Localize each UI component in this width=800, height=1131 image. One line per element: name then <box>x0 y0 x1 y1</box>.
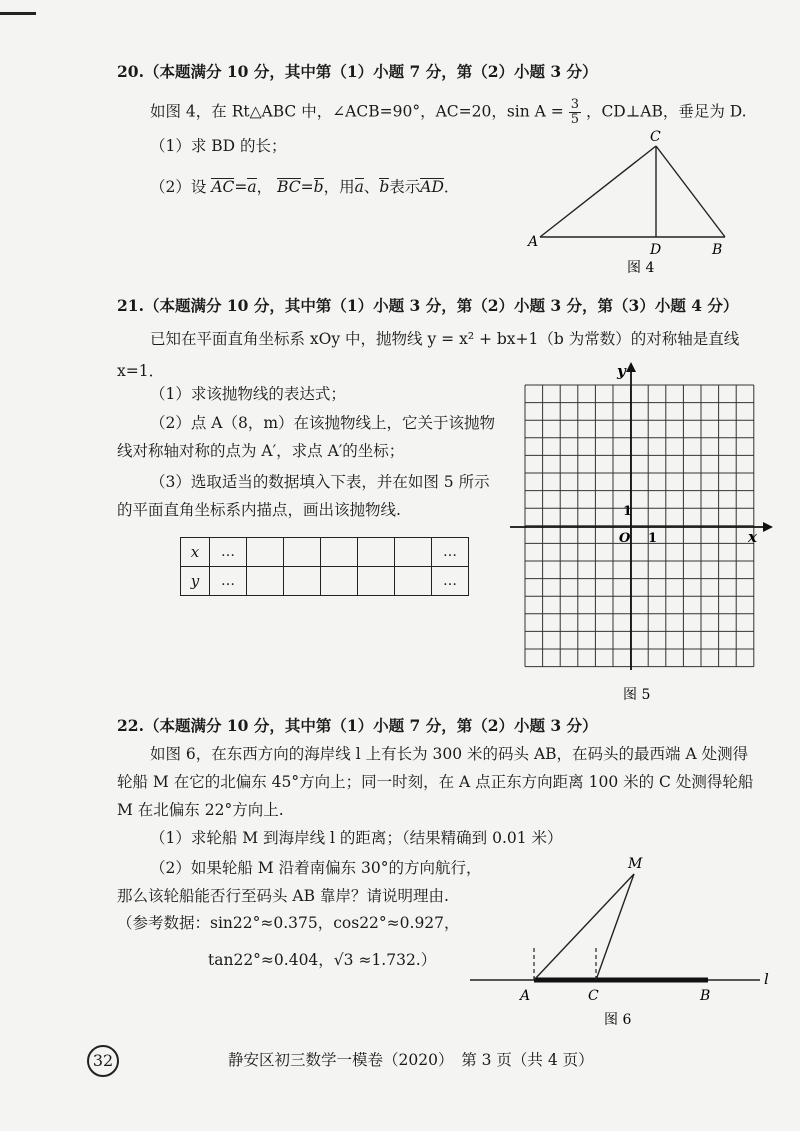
q20-header: 20.（本题满分 10 分，其中第（1）小题 7 分，第（2）小题 3 分） <box>117 62 598 81</box>
y-axis-arrow <box>626 362 636 372</box>
table-cell <box>321 538 358 567</box>
q20-part1: （1）求 BD 的长； <box>150 137 287 155</box>
label-b: B <box>712 242 723 258</box>
page-number-badge: 32 <box>87 1045 119 1077</box>
q21-stem-b: x=1． <box>117 362 165 380</box>
fig6-caption: 图 6 <box>604 1012 632 1028</box>
table-cell <box>395 567 432 596</box>
table-cell: … <box>210 538 247 567</box>
table-cell <box>395 538 432 567</box>
q20-frac-num: 3 <box>570 97 579 112</box>
q22-reference-b: tan22°≈0.404，√3 ≈1.732.） <box>208 951 437 969</box>
figure-6 <box>468 848 778 1033</box>
table-cell <box>321 567 358 596</box>
table-row-x <box>181 538 469 567</box>
vector-bc: BC <box>277 178 301 196</box>
table-header-y: y <box>181 567 210 596</box>
q20-p2-use: ，用 <box>323 178 355 196</box>
y-unit-label: 1 <box>623 504 633 519</box>
q21-part1: （1）求该抛物线的表达式； <box>150 385 346 403</box>
q20-stem <box>150 98 747 127</box>
q20-p2-sep: 、 <box>363 178 380 196</box>
label-a: A <box>520 988 531 1004</box>
q22-reference-a: （参考数据：sin22°≈0.375，cos22°≈0.927， <box>117 914 460 932</box>
figure-4 <box>520 128 750 278</box>
vector-ac: AC <box>211 178 235 196</box>
segment-bc <box>656 146 725 237</box>
table-cell <box>247 538 284 567</box>
vector-b: b <box>313 178 324 196</box>
q21-part2-b: 线对称轴对称的点为 A′，求点 A′的坐标； <box>117 442 405 460</box>
y-axis-label: y <box>617 362 626 380</box>
q20-frac-den: 5 <box>570 112 579 127</box>
q21-part3-a: （3）选取适当的数据填入下表，并在如图 5 所示 <box>150 473 490 491</box>
label-d: D <box>650 242 662 258</box>
label-m: M <box>628 856 643 872</box>
table-cell <box>358 538 395 567</box>
table-cell: … <box>210 567 247 596</box>
q22-part1: （1）求轮船 M 到海岸线 l 的距离；（结果精确到 0.01 米） <box>150 829 563 847</box>
table-cell: … <box>432 538 469 567</box>
q20-stem-a: 如图 4，在 Rt△ABC 中，∠ACB=90°，AC=20，sin A = <box>150 102 564 121</box>
vector-a-2: a <box>354 178 364 196</box>
q20-fraction <box>569 98 581 127</box>
table-cell <box>284 538 321 567</box>
q20-p2-rep: 表示 <box>389 178 421 196</box>
x-unit-label: 1 <box>648 531 658 546</box>
table-row-y <box>181 567 469 596</box>
vector-ad: AD <box>420 178 444 196</box>
origin-label: O <box>619 531 631 546</box>
table-cell: … <box>432 567 469 596</box>
fig4-caption: 图 4 <box>627 260 655 276</box>
q20-p2-eq2: = <box>300 178 314 196</box>
table-header-x: x <box>181 538 210 567</box>
segment-ac <box>540 146 656 237</box>
table-cell <box>247 567 284 596</box>
grid-lines <box>525 385 754 667</box>
q22-stem-b: 轮船 M 在它的北偏东 45°方向上；同一时刻，在 A 点正东方向距离 100 米的 C 处测得轮船 <box>117 773 754 791</box>
table-cell <box>358 567 395 596</box>
segment-cm <box>596 874 634 980</box>
value-table <box>180 537 469 596</box>
label-c: C <box>650 129 661 145</box>
footer-text: 静安区初三数学一模卷（2020） 第 3 页（共 4 页） <box>228 1051 594 1069</box>
q22-stem-c: M 在北偏东 22°方向上. <box>117 801 284 819</box>
q22-part2-a: （2）如果轮船 M 沿着南偏东 30°的方向航行， <box>150 859 482 877</box>
q20-p2-a: （2）设 <box>150 178 207 196</box>
q21-stem-a: 已知在平面直角坐标系 xOy 中，抛物线 y = x² + bx+1（b 为常数）的对称轴是直线 <box>150 330 740 348</box>
label-c: C <box>588 988 599 1004</box>
q22-stem-a: 如图 6，在东西方向的海岸线 l 上有长为 300 米的码头 AB，在码头的最西端 A 处测得 <box>150 745 749 763</box>
scan-mark <box>0 12 36 15</box>
q20-stem-b: ，CD⊥AB，垂足为 D. <box>585 102 747 121</box>
q20-p2-eq1: = <box>234 178 248 196</box>
label-b: B <box>700 988 711 1004</box>
q21-part2-a: （2）点 A（8，m）在该抛物线上，它关于该抛物 <box>150 414 496 432</box>
label-l: l <box>764 970 769 988</box>
q21-header: 21.（本题满分 10 分，其中第（1）小题 3 分，第（2）小题 3 分，第（3）小题 4 分） <box>117 296 739 315</box>
label-a: A <box>528 234 539 250</box>
q22-header: 22.（本题满分 10 分，其中第（1）小题 7 分，第（2）小题 3 分） <box>117 716 598 735</box>
segment-am <box>534 874 634 980</box>
q20-part2 <box>150 177 459 197</box>
vector-a: a <box>247 178 257 196</box>
q21-part3-b: 的平面直角坐标系内描点，画出该抛物线. <box>117 501 401 519</box>
q20-p2-comma: ， <box>256 178 273 196</box>
x-axis-label: x <box>748 528 757 546</box>
q22-part2-b: 那么该轮船能否行至码头 AB 靠岸？请说明理由. <box>117 887 449 905</box>
vector-b-2: b <box>379 178 390 196</box>
figure-5-grid <box>505 360 775 705</box>
fig5-caption: 图 5 <box>623 687 651 703</box>
q20-p2-end: ． <box>443 178 460 196</box>
x-axis-arrow <box>763 522 773 532</box>
table-cell <box>284 567 321 596</box>
